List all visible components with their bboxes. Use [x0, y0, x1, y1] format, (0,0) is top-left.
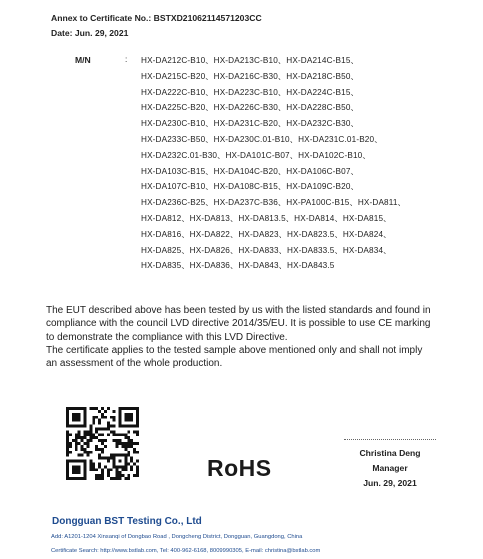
model-line: HX-DA233C-B50、HX-DA230C.01-B10、HX-DA231C.01-B20、	[141, 135, 383, 144]
signature-date: Jun. 29, 2021	[363, 478, 417, 488]
qr-code	[66, 407, 139, 480]
model-line: HX-DA107C-B10、HX-DA108C-B15、HX-DA109C-B20、	[141, 182, 359, 192]
model-line: HX-DA835、HX-DA836、HX-DA843、HX-DA843.5	[141, 261, 335, 271]
statement-line: The EUT described above has been tested by us with the listed standards and found in	[46, 305, 431, 316]
date-label: Date:	[51, 28, 73, 38]
model-separator: :	[125, 55, 128, 64]
company-address: Add: A1201-1204 Xinsanqi of Dongbao Road , Dongcheng District, Dongguan, Guangdong, China	[51, 534, 303, 540]
statement-line: to demonstrate the compliance with this LVD Directive.	[46, 331, 288, 343]
model-line: HX-DA812、HX-DA813、HX-DA813.5、HX-DA814、HX-DA815、	[141, 214, 392, 223]
signature-line	[344, 439, 436, 440]
model-line: HX-DA222C-B10、HX-DA223C-B10、HX-DA224C-B15、	[141, 87, 359, 97]
model-line: HX-DA232C.01-B30、HX-DA101C-B07、HX-DA102C-B10、	[141, 150, 371, 160]
annex-label: Annex to Certificate No.:	[51, 13, 152, 23]
model-line: HX-DA816、HX-DA822、HX-DA823、HX-DA823.5、HX-DA824、	[141, 229, 392, 239]
model-line: HX-DA230C-B10、HX-DA231C-B20、HX-DA232C-B30、	[141, 119, 359, 129]
issue-date: Jun. 29, 2021	[74, 28, 129, 38]
signatory-name: Christina Deng	[359, 448, 421, 458]
annex-header	[51, 13, 262, 23]
model-line: HX-DA225C-B20、HX-DA226C-B30、HX-DA228C-B50、	[141, 103, 359, 113]
model-line: HX-DA215C-B20、HX-DA216C-B30、HX-DA218C-B50、	[141, 71, 359, 81]
certificate-number: BSTXD21062114571203CC	[153, 13, 262, 23]
statement-line: The certificate applies to the tested sample above mentioned only and shall not imply	[46, 344, 423, 356]
company-name: Dongguan BST Testing Co., Ltd	[52, 516, 202, 527]
model-line: HX-DA236C-B25、HX-DA237C-B36、HX-PA100C-B15、HX-DA811、	[141, 198, 406, 208]
date-header	[51, 28, 128, 38]
model-line: HX-DA825、HX-DA826、HX-DA833、HX-DA833.5、HX-DA834、	[141, 245, 392, 255]
model-line: HX-DA212C-B10、HX-DA213C-B10、HX-DA214C-B15、	[141, 56, 359, 65]
rohs-logo: RoHS	[207, 455, 272, 481]
compliance-statement	[46, 304, 476, 370]
model-label: M/N	[75, 55, 91, 65]
statement-line: an assessment of the whole production.	[46, 358, 223, 370]
model-line: HX-DA103C-B15、HX-DA104C-B20、HX-DA106C-B07、	[141, 166, 359, 176]
signatory-title: Manager	[372, 463, 408, 473]
statement-line: compliance with the council LVD directive 2014/35/EU. It is possible to use CE marking	[46, 318, 431, 330]
company-contact: Certificate Search: http://www.bstlab.com, Tel: 400-962-6168, 8009990305, E-mail: christina@bstlab.com	[51, 548, 321, 554]
